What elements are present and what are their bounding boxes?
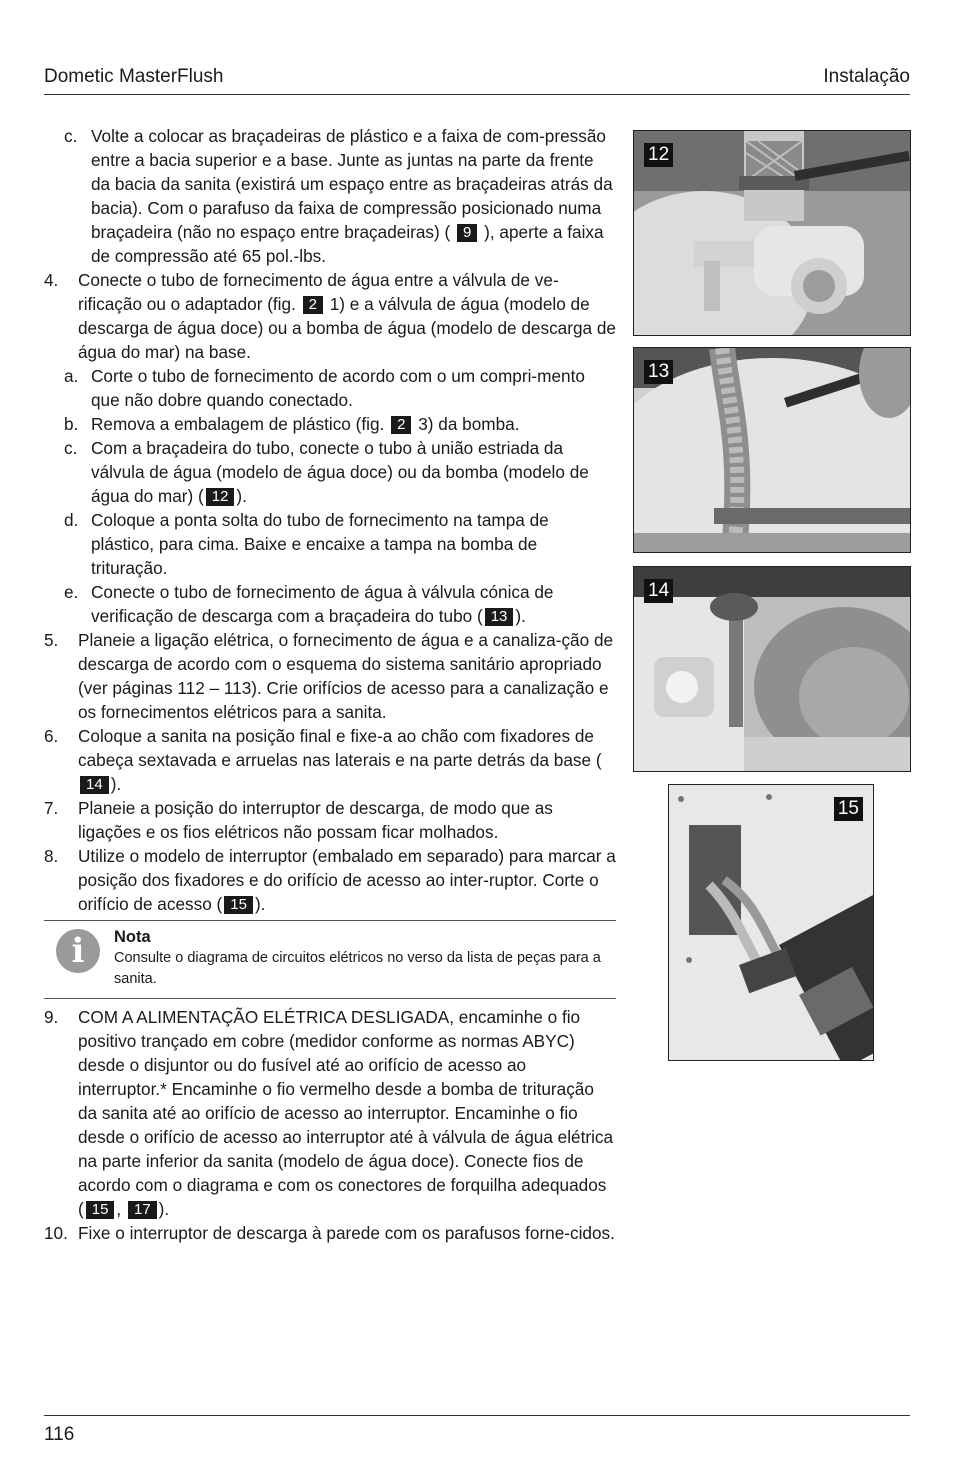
figure-ref: 9 <box>457 224 477 242</box>
step-text: Planeie a posição do interruptor de descarga, de modo que as ligações e os fios elétricos não possam ficar molhados. <box>78 798 553 842</box>
step-marker: b. <box>64 414 79 434</box>
step-marker: 9. <box>44 1007 59 1027</box>
figure-ref: 15 <box>224 896 253 914</box>
step-marker: 7. <box>44 798 59 818</box>
step-text: Planeie a ligação elétrica, o fornecimento de água e a canaliza-ção de descarga de acordo com o esquema do sistema sanitário apropriado (ver páginas 112 – 113). Crie orifícios de acesso para a canalização e os fornecimentos elétricos para a sanita. <box>78 630 614 722</box>
page-footer <box>44 1415 910 1445</box>
ref-separator: , <box>116 1199 122 1219</box>
step-9 <box>44 1005 616 1221</box>
step-text: Corte o tubo de fornecimento de acordo com o um compri-mento que não dobre quando conectado. <box>91 366 585 410</box>
step-text: ). <box>236 486 247 506</box>
step-text: Com a braçadeira do tubo, conecte o tubo à união estriada da válvula de água (modelo de água doce) ou da bomba (modelo de água do mar) ( <box>91 438 589 506</box>
step-text: COM A ALIMENTAÇÃO ELÉTRICA DESLIGADA, encaminhe o fio positivo trançado em cobre (medidor conforme as normas ABYC) desde o disjuntor ou do fusível até ao orifício de acesso ao interruptor.* Encaminhe o fio vermelho desde a bomba de trituração da sanita até ao orifício de acesso ao interruptor. Encaminhe o fio desde o orifício de acesso ao interruptor até à válvula de água elétrica na parte inferior da sanita (modelo de água doce). Conecte fios de acordo com o diagrama e com os conectores de forquilha adequados ( <box>78 1007 614 1219</box>
step-8 <box>44 844 616 916</box>
figure-ref: 13 <box>485 608 514 626</box>
step-4c <box>44 436 616 508</box>
info-icon: i <box>56 929 100 973</box>
figure-15-photo <box>668 784 874 1061</box>
figure-12-photo <box>633 130 911 336</box>
note-title: Nota <box>114 928 151 946</box>
figure-ref: 2 <box>391 416 411 434</box>
figure-ref: 2 <box>303 296 323 314</box>
step-text: ). <box>254 894 266 914</box>
page-number: 116 <box>44 1424 75 1445</box>
step-text: ). <box>158 1199 170 1219</box>
note-text: Consulte o diagrama de circuitos elétricos no verso da lista de peças para a sanita. <box>114 950 601 987</box>
step-text: Conecte o tubo de fornecimento de água entre a válvula de ve-rificação ou o adaptador (fig. <box>78 270 559 314</box>
step-text: Conecte o tubo de fornecimento de água à válvula cónica de verificação de descarga com a braçadeira do tubo ( <box>91 582 554 626</box>
figure-label: 13 <box>644 360 673 384</box>
step-marker: 6. <box>44 726 59 746</box>
step-10 <box>44 1221 616 1245</box>
step-marker: 4. <box>44 270 59 290</box>
step-marker: e. <box>64 582 79 602</box>
note-box <box>44 920 616 999</box>
step-6 <box>44 724 616 796</box>
figure-ref: 17 <box>128 1201 157 1219</box>
step-5 <box>44 628 616 724</box>
figure-label: 14 <box>644 579 673 603</box>
step-text: Coloque a sanita na posição final e fixe-a ao chão com fixadores de cabeça sextavada e arruelas nas laterais e na parte detrás da base ( <box>78 726 602 770</box>
step-text: Volte a colocar as braçadeiras de plástico e a faixa de com-pressão entre a bacia superior e a base. Junte as juntas na parte da frente da bacia da sanita (existirá um espaço entre as braçadeiras atrás da bacia). Com o parafuso da faixa de compressão posicionado numa braçadeira (não no espaço entre braçadeiras) ( <box>91 126 613 242</box>
step-text: Remova a embalagem de plástico (fig. <box>91 414 385 434</box>
step-text: Fixe o interruptor de descarga à parede com os parafusos forne-cidos. <box>78 1223 615 1243</box>
figure-label: 15 <box>834 797 863 821</box>
figure-ref: 14 <box>80 776 109 794</box>
step-text: Coloque a ponta solta do tubo de fornecimento na tampa de plástico, para cima. Baixe e encaixe a tampa na bomba de trituração. <box>91 510 549 578</box>
figure-label: 12 <box>644 143 673 167</box>
step-marker: d. <box>64 510 79 530</box>
step-text: ). <box>515 606 526 626</box>
step-text: ), aperte a faixa de compressão até 65 pol.-lbs. <box>91 222 604 266</box>
step-3c <box>44 124 616 268</box>
step-text: 3) da bomba. <box>418 414 520 434</box>
step-4 <box>44 268 616 364</box>
step-text: ). <box>110 774 122 794</box>
step-4e <box>44 580 616 628</box>
step-text: 1) e a válvula de água (modelo de descarga de água doce) ou a bomba de água (modelo de descarga de água do mar) na base. <box>78 294 616 362</box>
step-text: Utilize o modelo de interruptor (embalado em separado) para marcar a posição dos fixadores e do orifício de acesso ao inter-ruptor. Corte o orifício de acesso ( <box>78 846 616 914</box>
step-marker: c. <box>64 126 78 146</box>
brand-title: Dometic MasterFlush <box>44 66 224 87</box>
step-4a <box>44 364 616 412</box>
step-marker: c. <box>64 438 78 458</box>
step-marker: 5. <box>44 630 59 650</box>
step-4d <box>44 508 616 580</box>
figure-13-photo <box>633 347 911 553</box>
step-marker: 10. <box>44 1223 68 1243</box>
instructions <box>44 124 616 1245</box>
step-4b <box>44 412 616 436</box>
step-marker: 8. <box>44 846 59 866</box>
figure-ref: 12 <box>206 488 235 506</box>
step-marker: a. <box>64 366 79 386</box>
figure-ref: 15 <box>86 1201 115 1219</box>
section-title: Instalação <box>823 66 910 87</box>
page-header <box>44 64 910 95</box>
step-7 <box>44 796 616 844</box>
figure-14-photo <box>633 566 911 772</box>
